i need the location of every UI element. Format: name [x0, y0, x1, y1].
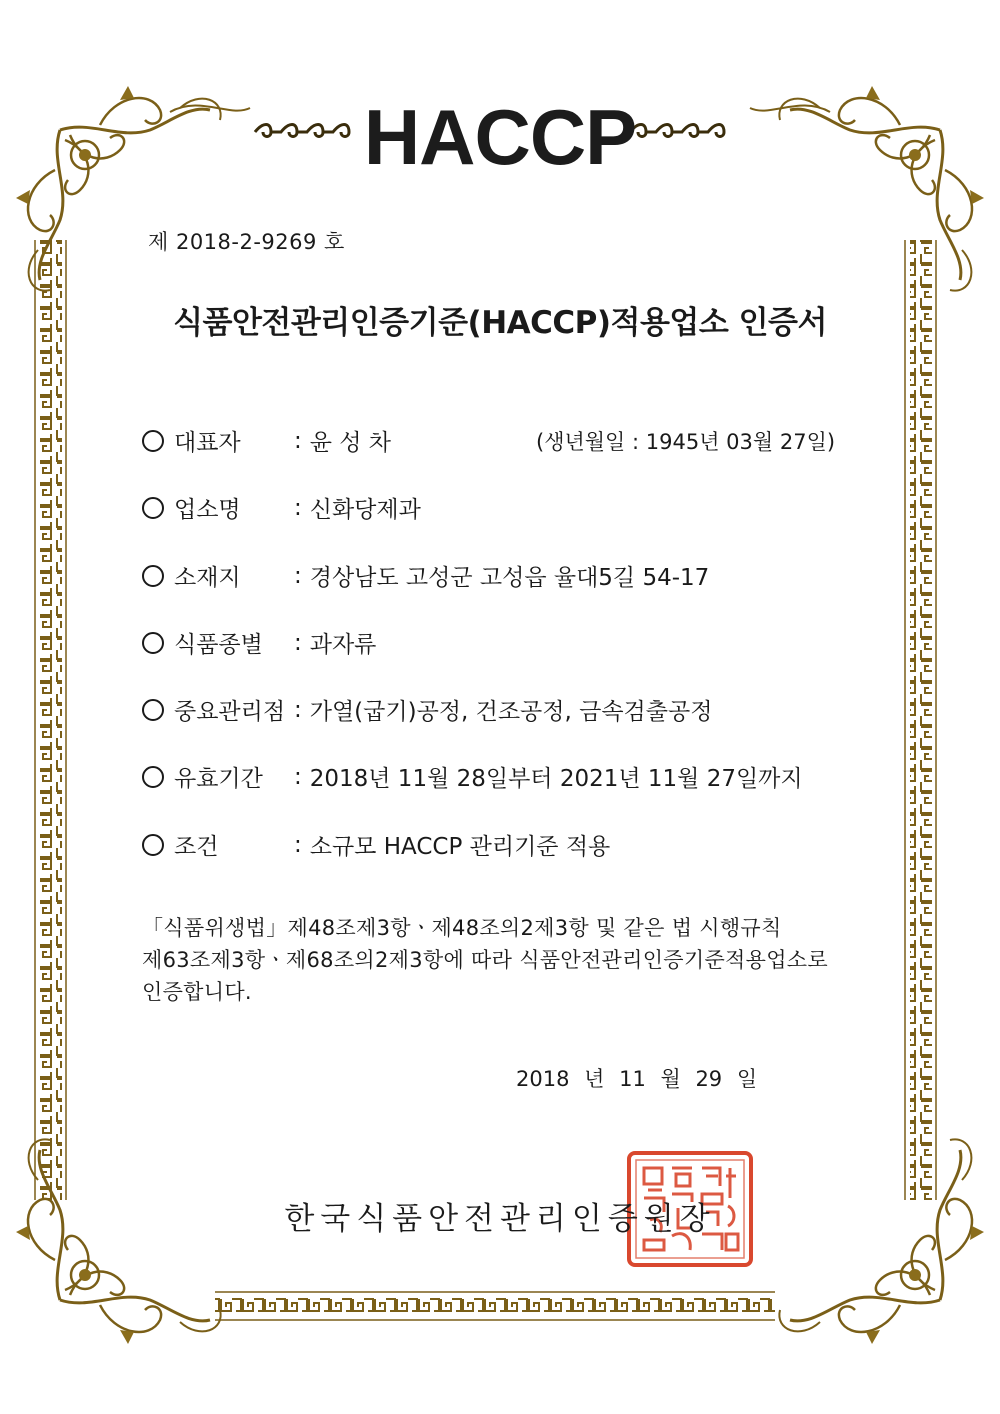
circle-bullet-icon: [142, 430, 164, 452]
circle-bullet-icon: [142, 497, 164, 519]
certificate-number: 제 2018-2-9269 호: [148, 230, 345, 254]
field-label: 식품종별: [174, 632, 263, 658]
statement-line: 「식품위생법」제48조제3항ㆍ제48조의2제3항 및 같은 법 시행규칙: [142, 916, 782, 940]
field-value: 윤 성 차: [309, 430, 392, 456]
field-value: 신화당제과: [309, 497, 421, 523]
field-value: 경상남도 고성군 고성읍 율대5길 54-17: [309, 565, 710, 591]
certification-statement: [142, 912, 842, 1008]
field-conditions: 조건 : 소규모 HACCP 관리기준 적용: [142, 828, 610, 861]
statement-line: 인증합니다.: [142, 980, 252, 1004]
field-value: 소규모 HACCP 관리기준 적용: [309, 834, 611, 860]
issuer-name: 한국식품안전관리인증원장: [284, 1201, 716, 1237]
circle-bullet-icon: [142, 766, 164, 788]
field-value: 과자류: [309, 632, 377, 658]
field-food-type: 식품종별 : 과자류: [142, 626, 376, 659]
field-label: 중요관리점: [174, 699, 286, 725]
field-critical-control-points: 중요관리점 : 가열(굽기)공정, 건조공정, 금속검출공정: [142, 693, 712, 726]
circle-bullet-icon: [142, 565, 164, 587]
field-label: 소재지: [174, 565, 241, 591]
birth-date: (생년월일 : 1945년 03월 27일): [536, 430, 836, 454]
field-label: 업소명: [174, 497, 241, 523]
header-title: HACCP: [363, 93, 637, 181]
circle-bullet-icon: [142, 699, 164, 721]
field-label: 유효기간: [174, 766, 263, 792]
field-validity-period: 유효기간 : 2018년 11월 28일부터 2021년 11월 27일까지: [142, 760, 803, 793]
circle-bullet-icon: [142, 834, 164, 856]
circle-bullet-icon: [142, 632, 164, 654]
statement-line: 제63조제3항ㆍ제68조의2제3항에 따라 식품안전관리인증기준적용업소로: [142, 948, 828, 972]
field-value: 2018년 11월 28일부터 2021년 11월 27일까지: [309, 766, 803, 792]
issue-date: 2018 년 11 월 29 일: [516, 1067, 758, 1091]
field-business-name: 업소명 : 신화당제과: [142, 491, 421, 524]
field-label: 조건: [174, 834, 219, 860]
field-label: 대표자: [174, 430, 241, 456]
field-value: 가열(굽기)공정, 건조공정, 금속검출공정: [309, 699, 713, 725]
field-representative: 대표자 : 윤 성 차: [142, 424, 391, 457]
document-title: 식품안전관리인증기준(HACCP)적용업소 인증서: [173, 305, 827, 341]
field-address: 소재지 : 경상남도 고성군 고성읍 율대5길 54-17: [142, 559, 709, 592]
